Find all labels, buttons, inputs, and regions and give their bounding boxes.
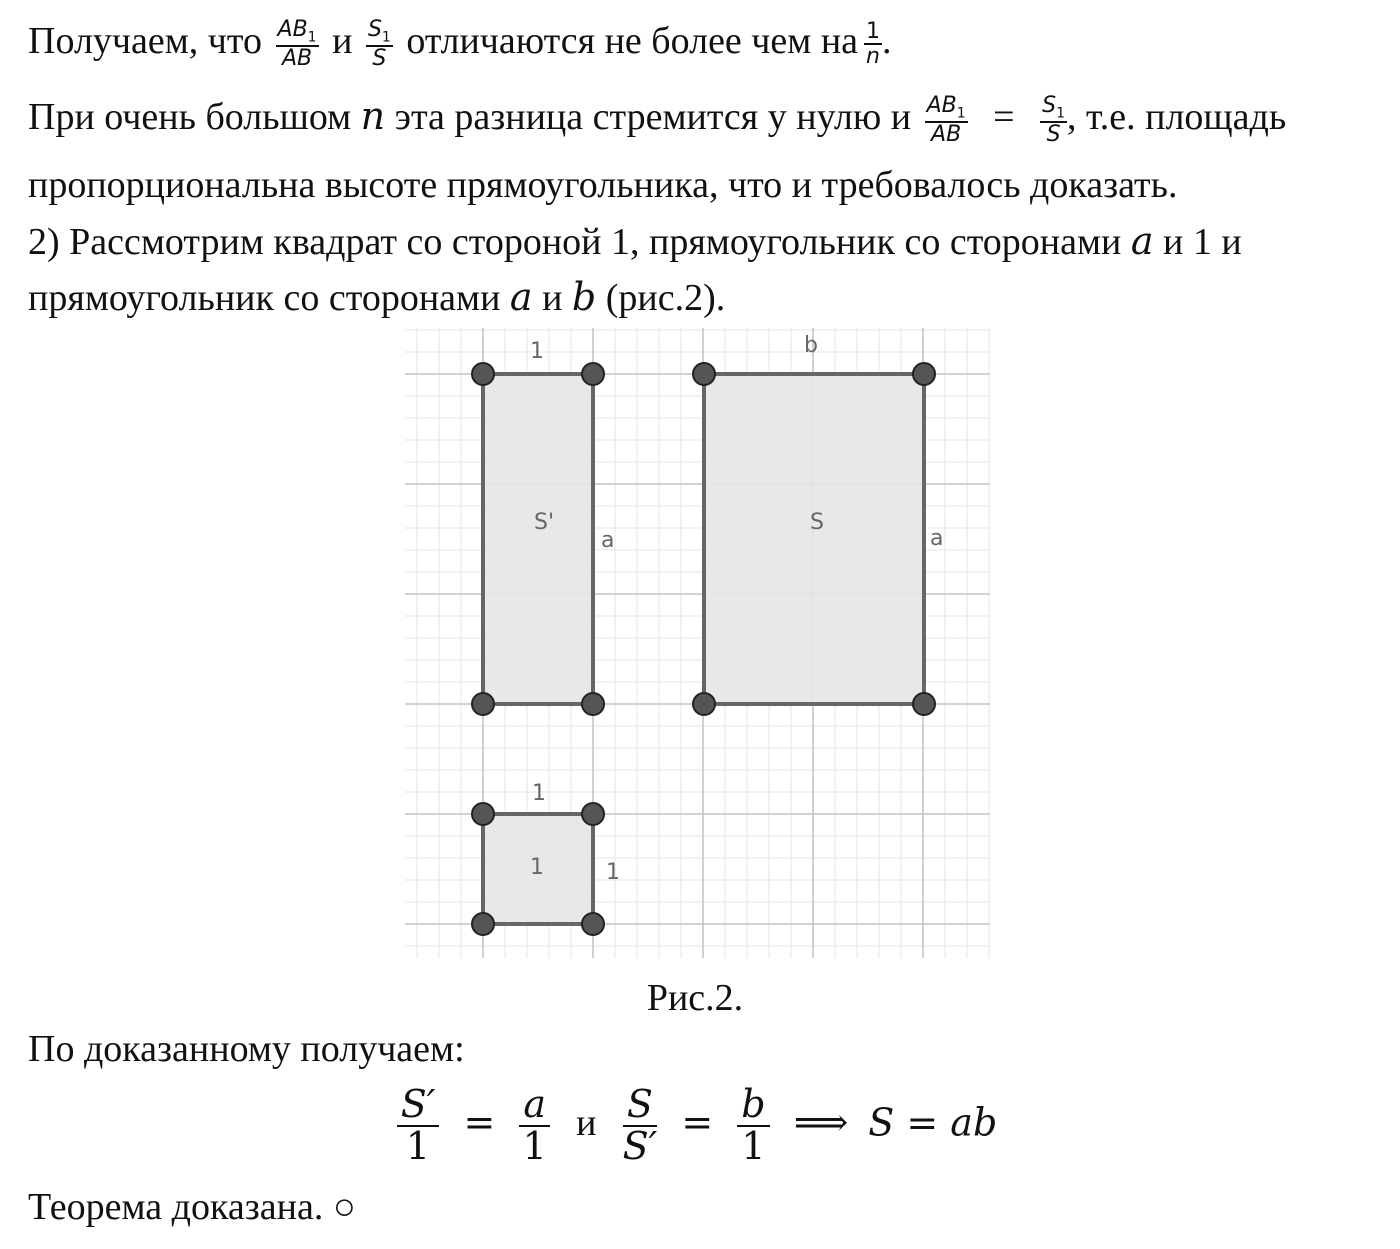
- fraction-1-n: $\frac{1}{n}$: [866, 19, 881, 70]
- label-right-right-side: a: [930, 526, 944, 551]
- vertex-point: [472, 693, 494, 715]
- label-left-right-side: a: [601, 528, 615, 553]
- label-square-top-side: 1: [532, 781, 546, 806]
- eq-fraction-sprime-1: $\frac{S'}{1}$: [397, 1085, 440, 1167]
- text-line-5: прямоугольник со сторонами a и b (рис.2).: [28, 275, 726, 319]
- fraction-ab1-ab: $\frac{AB_1}{AB}$: [277, 17, 317, 72]
- fraction-ab1-ab-2: $\frac{AB_1}{AB}$: [926, 93, 966, 148]
- text-line-2: При очень большом n эта разница стремится у нулю и $\frac{AB_1}{AB}$ = $\frac{S_1}{S}$ , т.е. площадь: [28, 93, 1287, 148]
- vertex-point: [913, 363, 935, 385]
- vertex-point: [582, 363, 604, 385]
- label-square-right-side: 1: [606, 860, 620, 885]
- eq-fraction-a-1: $\frac{a}{1}$: [519, 1085, 550, 1167]
- text-line-7: Теорема доказана. ○: [28, 1186, 356, 1228]
- text-line-3: пропорциональна высоте прямоугольника, что и требовалось доказать.: [28, 164, 1178, 206]
- vertex-point: [582, 913, 604, 935]
- vertex-point: [693, 693, 715, 715]
- vertex-point: [582, 693, 604, 715]
- vertex-point: [472, 363, 494, 385]
- text-line-1: Получаем, что $\frac{AB_1}{AB}$ и $\frac{S_1}{S}$ отличаются не более чем на $\frac{1}{n}$ .: [28, 17, 892, 72]
- display-equation: $\frac{S'}{1}$ = $\frac{a}{1}$ и $\frac{S}{S'}$ = $\frac{b}{1}$ ⟹ S = ab: [0, 1085, 1390, 1167]
- label-left-top-side: 1: [530, 339, 544, 364]
- eq-fraction-b-1: $\frac{b}{1}$: [737, 1085, 769, 1167]
- rectangle-s: [704, 374, 924, 704]
- rectangle-s-prime: [483, 374, 593, 704]
- label-square-area: 1: [530, 855, 544, 880]
- vertex-point: [472, 913, 494, 935]
- eq-fraction-s-sprime: $\frac{S}{S'}$: [622, 1082, 658, 1168]
- fraction-s1-s: $\frac{S_1}{S}$: [367, 17, 391, 72]
- vertex-point: [693, 363, 715, 385]
- vertex-point: [582, 803, 604, 825]
- label-right-area: S: [810, 510, 824, 535]
- label-left-area: S': [534, 510, 555, 535]
- text-line-6: По доказанному получаем:: [28, 1028, 465, 1070]
- fraction-s1-s-2: $\frac{S_1}{S}$: [1042, 93, 1065, 148]
- label-right-top-side: b: [804, 333, 818, 358]
- text-line-4: 2) Рассмотрим квадрат со стороной 1, прямоугольник со сторонами a и 1 и: [28, 219, 1242, 263]
- vertex-point: [913, 693, 935, 715]
- vertex-point: [472, 803, 494, 825]
- figure-caption: Рис.2.: [646, 977, 744, 1019]
